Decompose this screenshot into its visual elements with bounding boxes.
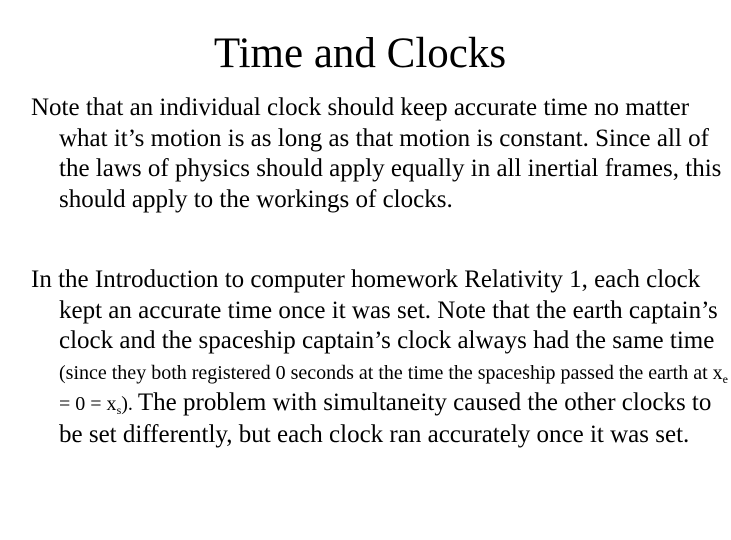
paragraph-main-text: In the Introduction to computer homework Relativity 1, each clock kept an accurate time once it was set. Note that the earth captain’s clock and the spaceship captain’s clock always had the same time (31, 266, 718, 354)
aside-mid-text: = 0 = x (59, 393, 117, 415)
aside-end-text: ). (121, 393, 138, 415)
slide-title: Time and Clocks (213, 30, 507, 77)
paragraph-clock-accuracy: Note that an individual clock should keep accurate time no matter what it’s motion is as long as that motion is constant. Since all of the laws of physics should apply equally in all inertial frames, this should apply to the workings of clocks. (31, 94, 722, 213)
subscript-s: s (116, 403, 122, 417)
paragraph-tail-text: The problem with simultaneity caused the other clocks to be set differently, but each clock ran accurately once it was set. (59, 389, 712, 448)
paragraph-relativity-homework (31, 265, 731, 450)
aside-start-text: (since they both registered 0 seconds at the time the spaceship passed the earth at x (59, 361, 723, 384)
subscript-e: e (722, 371, 728, 386)
